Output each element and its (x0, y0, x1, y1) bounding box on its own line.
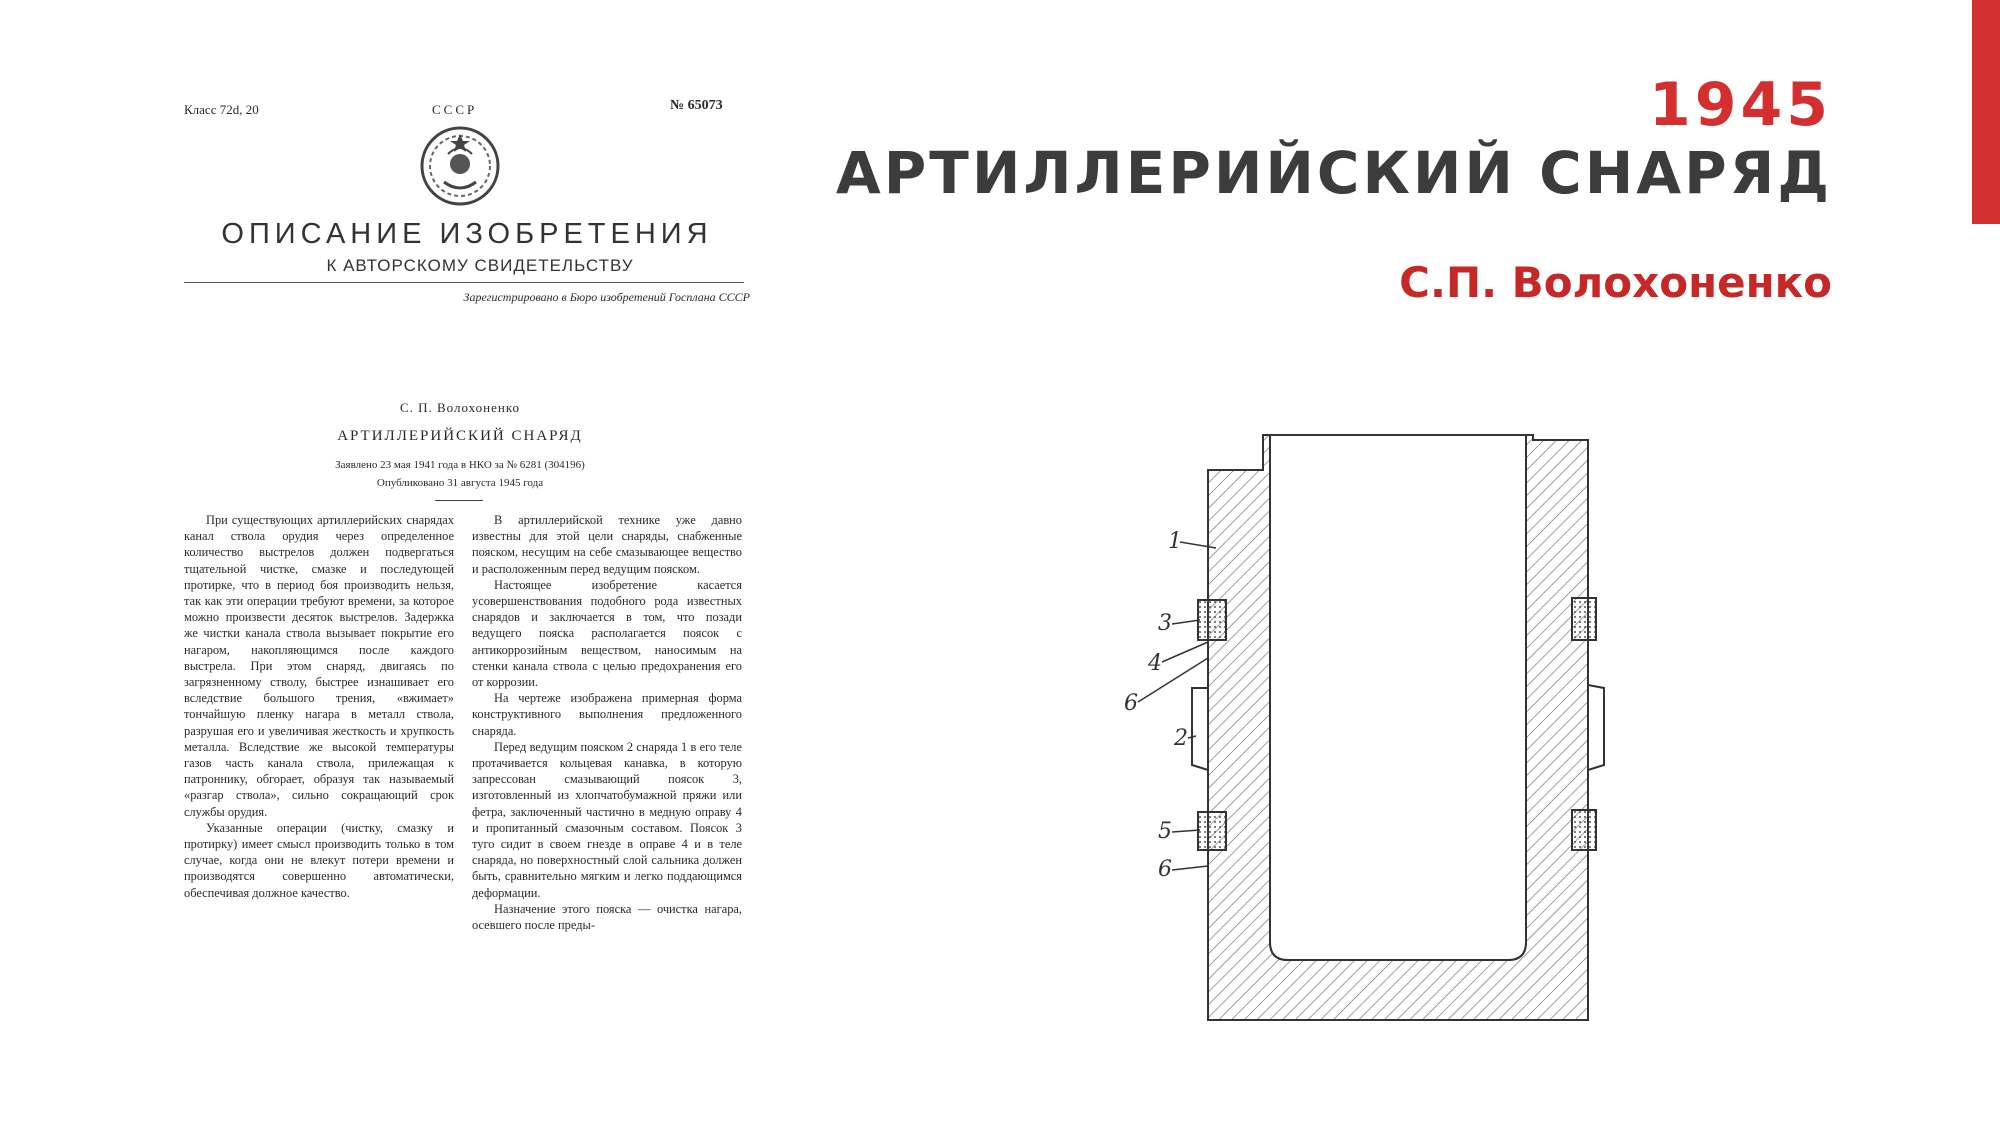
doc-title: АРТИЛЛЕРИЙСКИЙ СНАРЯД (337, 428, 583, 444)
doc-paragraph: В артиллерийской технике уже давно известны для этой цели снаряды, снабженные пояском, несущим на себе смазывающее вещество и расположенным перед ведущим пояском. (472, 513, 742, 576)
ussr-emblem-icon (418, 124, 502, 208)
lubricating-band-right (1572, 598, 1596, 640)
doc-title-line2: К АВТОРСКОМУ СВИДЕТЕЛЬСТВУ (326, 256, 634, 275)
drawing-label: 2 (1174, 726, 1188, 751)
doc-ussr: СССР (432, 102, 478, 117)
doc-paragraph: Назначение этого пояска — очистка нагара, осевшего после преды- (472, 901, 742, 933)
slide-title-block (836, 72, 1832, 208)
doc-short-rule (435, 500, 483, 501)
shell-cavity (1270, 435, 1526, 960)
doc-column-2 (472, 512, 742, 933)
doc-paragraph: На чертеже изображена примерная форма конструктивного выполнения предложенного снаряда. (472, 691, 742, 738)
doc-paragraph: Указанные операции (чистку, смазку и протирку) имеет смысл производить только в том случае, когда они не влекут потери времени и производятся совершенно автоматически, обеспечивая должное качество. (184, 820, 454, 900)
slide-year: 1945 (1649, 70, 1832, 140)
doc-class: Класс 72d, 20 (184, 102, 259, 117)
drawing-label: 5 (1158, 819, 1172, 844)
drawing-label: 4 (1148, 651, 1162, 676)
drawing-label: 1 (1168, 529, 1182, 554)
drawing-label: 3 (1158, 611, 1172, 636)
doc-paragraph: Перед ведущим пояском 2 снаряда 1 в его теле протачивается кольцевая канавка, в которую запрессован смазывающий поясок 3, изготовленный из хлопчатобумажной пряжи или фетра, заключенный частично в медную оправу 4 и пропитанный смазочным составом. Поясок 3 туго сидит в своем гнезде в оправе 4 и в теле снаряда, но поверхностный слой сальника должен быть, сравнительно мягким и легко поддающимся деформации. (472, 739, 742, 900)
anticorrosion-band-right (1572, 810, 1596, 850)
doc-paragraph: При существующих артиллерийских снарядах канал ствола орудия через определенное количество выстрелов должен подвергаться тщательной чистке, смазке и последующей протирке, что в период боя производить нельзя, так как эти операции требуют времени, за которое можно произвести десяток выстрелов. Задержка же чистки канала ствола вызывает покрытие его нагаром, накопляющимся после каждого выстрела. При этом снаряд, двигаясь по загрязненному стволу, быстрее изнашивает его вследствие большого трения, «вжимает» тончайшую пленку нагара в металл ствола, разрушая его и увеличивая жесткость и хрупкость металла. Вследствие же высокой температуры газов часть канала ствола, прилежащая к патроннику, обгорает, образуя так называемый «разгар ствола», сильно сокращающий срок службы орудия. (184, 513, 454, 819)
doc-dates (230, 456, 690, 492)
slide-author: С.П. Волохоненко (1399, 258, 1832, 307)
anticorrosion-band-left (1198, 812, 1226, 850)
driving-band-left (1192, 688, 1208, 770)
accent-bar (1972, 0, 2000, 224)
doc-rule (184, 282, 744, 283)
slide-heading: АРТИЛЛЕРИЙСКИЙ СНАРЯД (835, 139, 1832, 207)
doc-author: С. П. Волохоненко (399, 400, 521, 415)
doc-title-line1: ОПИСАНИЕ ИЗОБРЕТЕНИЯ (221, 218, 713, 250)
doc-column-1 (184, 512, 454, 901)
doc-filed: Заявлено 23 мая 1941 года в НКО за № 6281 (304196) (335, 459, 585, 471)
lubricating-band-left (1198, 600, 1226, 640)
drawing-label: 6 (1158, 857, 1172, 882)
driving-band-right (1588, 685, 1604, 770)
patent-document-scan (170, 88, 750, 1048)
doc-published: Опубликовано 31 августа 1945 года (376, 477, 544, 489)
shell-cross-section-drawing (1108, 430, 1608, 1030)
doc-registered: Зарегистрировано в Бюро изобретений Госплана СССР (463, 290, 750, 304)
drawing-label: 6 (1124, 691, 1138, 716)
doc-paragraph: Настоящее изобретение касается усовершенствования подобного рода известных снарядов и заключается в том, что позади ведущего пояска располагается поясок с антикоррозийным веществом, наносимым на стенки канала ствола с целью предохранения его от коррозии. (472, 577, 742, 690)
doc-number: № 65073 (670, 98, 723, 113)
